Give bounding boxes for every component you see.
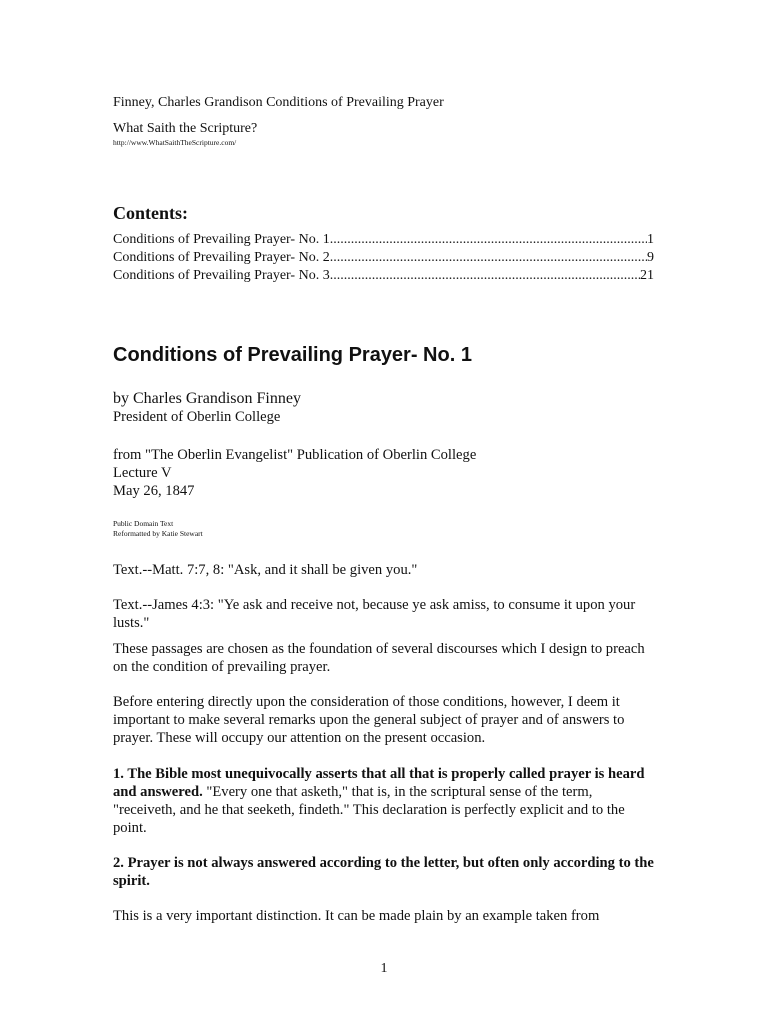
contents-heading: Contents: [113, 203, 188, 223]
publication-date: May 26, 1847 [113, 483, 195, 499]
paragraph-distinction: This is a very important distinction. It can be made plain by an example taken from [113, 908, 600, 924]
point-1-heading: 1. The Bible most unequivocally asserts that all that is properly called prayer is heard and answered. [113, 766, 645, 800]
article-byline: by Charles Grandison Finney [113, 390, 301, 407]
toc-entry-2[interactable] [113, 249, 654, 267]
page-number: 1 [380, 961, 388, 976]
toc-dot-leader [330, 267, 640, 285]
toc-entry-page: 1 [647, 232, 654, 247]
site-name: What Saith the Scripture? [113, 121, 258, 136]
scripture-text-1: Text.--Matt. 7:7, 8: "Ask, and it shall be given you." [113, 562, 418, 578]
lecture-label: Lecture V [113, 465, 172, 481]
scripture-text-2: Text.--James 4:3: "Ye ask and receive not, because ye ask amiss, to consume it upon your lusts." [113, 597, 636, 631]
site-url-link[interactable]: http://www.WhatSaithTheScripture.com/ [113, 138, 237, 147]
toc-entry-page: 21 [640, 268, 654, 283]
toc-dot-leader [330, 249, 647, 267]
toc-dot-leader [330, 231, 647, 249]
toc-entry-title: Conditions of Prevailing Prayer- No. 3 [113, 268, 330, 283]
point-1-paragraph [113, 765, 658, 837]
toc-entry-title: Conditions of Prevailing Prayer- No. 2 [113, 250, 330, 265]
toc-entry-3[interactable] [113, 267, 654, 285]
source-line: from "The Oberlin Evangelist" Publication of Oberlin College [113, 447, 477, 463]
table-of-contents [113, 231, 654, 285]
point-2-heading: 2. Prayer is not always answered according to the letter, but often only according to the spirit. [113, 855, 654, 889]
paragraph-remarks: Before entering directly upon the consideration of those conditions, however, I deem it important to make several remarks upon the general subject of prayer and of answers to prayer. These will occupy our attention on the present occasion. [113, 694, 625, 746]
header-title-line: Finney, Charles Grandison Conditions of Prevailing Prayer [113, 95, 444, 110]
paragraph-intro: These passages are chosen as the foundation of several discourses which I design to preach on the condition of prevailing prayer. [113, 641, 645, 675]
reformat-credit: Reformatted by Katie Stewart [113, 529, 203, 538]
public-domain-notice: Public Domain Text [113, 519, 174, 528]
author-affiliation: President of Oberlin College [113, 409, 281, 425]
point-1-text: "Every one that asketh," that is, in the scriptural sense of the term, "receiveth, and he that seeketh, findeth." This declaration is perfectly explicit and to the point. [113, 784, 625, 836]
toc-entry-title: Conditions of Prevailing Prayer- No. 1 [113, 232, 330, 247]
article-title: Conditions of Prevailing Prayer- No. 1 [113, 344, 472, 366]
toc-entry-1[interactable] [113, 231, 654, 249]
toc-entry-page: 9 [647, 250, 654, 265]
